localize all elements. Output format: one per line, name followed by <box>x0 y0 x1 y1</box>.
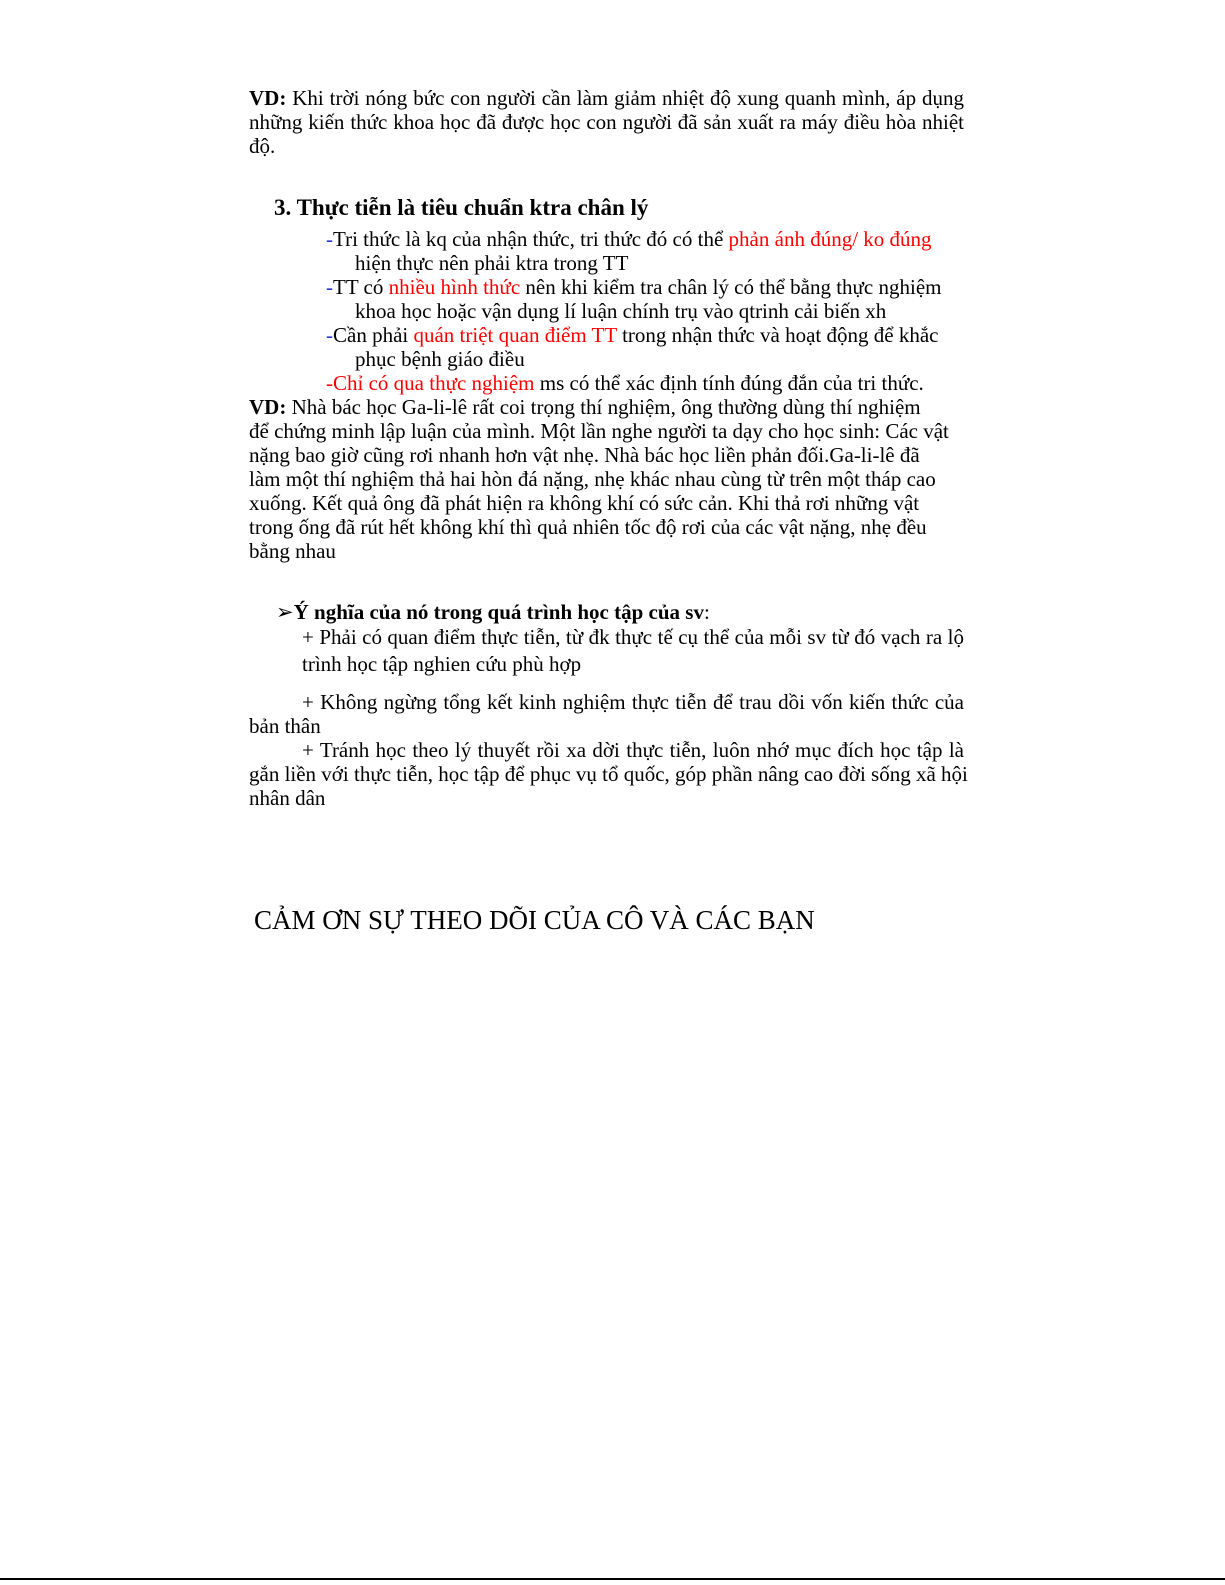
galileo-example-line-4: làm một thí nghiệm thả hai hòn đá nặng, nhẹ khác nhau cùng từ trên một tháp cao <box>249 467 936 491</box>
significance-point-1-line-1: + Phải có quan điểm thực tiễn, từ đk thực tế cụ thể của mỗi sv từ đó vạch ra lộ <box>302 625 964 649</box>
bullet-item-3-cont: phục bệnh giáo điều <box>355 347 525 371</box>
galileo-example-line-6: trong ống đã rút hết không khí thì quả nhiên tốc độ rơi của các vật nặng, nhẹ đều <box>249 515 927 539</box>
page-bottom-border <box>0 1578 1225 1580</box>
section-heading: 3. Thực tiễn là tiêu chuẩn ktra chân lý <box>274 195 649 220</box>
galileo-example-line-1: VD: Nhà bác học Ga-li-lê rất coi trọng thí nghiệm, ông thường dùng thí nghiệm <box>249 395 921 419</box>
bullet-item-2-cont: khoa học hoặc vận dụng lí luận chính trụ vào qtrinh cải biến xh <box>355 299 887 323</box>
bullet-item-4: -Chỉ có qua thực nghiệm ms có thể xác định tính đúng đắn của tri thức. <box>326 371 924 395</box>
example-label: VD: <box>249 86 287 110</box>
intro-example-line-1: VD: Khi trời nóng bức con người cần làm giảm nhiệt độ xung quanh mình, áp dụng <box>249 86 964 110</box>
significance-point-2-line-1: + Không ngừng tổng kết kinh nghiệm thực tiễn để trau dồi vốn kiến thức của <box>302 690 964 714</box>
bullet-item-1: -Tri thức là kq của nhận thức, tri thức đó có thể phản ánh đúng/ ko đúng <box>326 227 932 251</box>
significance-point-3-line-1: + Tránh học theo lý thuyết rồi xa dời thực tiễn, luôn nhớ mục đích học tập là <box>302 738 964 762</box>
galileo-example-line-5: xuống. Kết quả ông đã phát hiện ra không khí có sức cản. Khi thả rơi những vật <box>249 491 920 515</box>
bullet-item-3: -Cần phải quán triệt quan điểm TT trong nhận thức và hoạt động để khắc <box>326 323 939 347</box>
example-label: VD: <box>249 395 287 419</box>
closing-thanks: CẢM ƠN SỰ THEO DÕI CỦA CÔ VÀ CÁC BẠN <box>254 905 815 935</box>
intro-example-line-2: những kiến thức khoa học đã được học con người đã sản xuất ra máy điều hòa nhiệt <box>249 110 964 134</box>
significance-point-1-line-2: trình học tập nghien cứu phù hợp <box>302 652 582 676</box>
galileo-example-line-3: nặng bao giờ cũng rơi nhanh hơn vật nhẹ. Nhà bác học liền phản đối.Ga-li-lê đã <box>249 443 920 467</box>
significance-point-2-line-2: bản thân <box>249 714 321 738</box>
significance-point-3-line-3: nhân dân <box>249 786 326 810</box>
galileo-example-line-7: bằng nhau <box>249 539 336 563</box>
bullet-item-1-cont: hiện thực nên phải ktra trong TT <box>355 251 629 275</box>
intro-example-line-3: độ. <box>249 134 276 158</box>
bullet-item-2: -TT có nhiều hình thức nên khi kiểm tra chân lý có thể bằng thực nghiệm <box>326 275 942 299</box>
galileo-example-line-2: để chứng minh lập luận của mình. Một lần nghe người ta dạy cho học sinh: Các vật <box>249 419 949 443</box>
arrow-bullet-icon: ➢ <box>276 600 294 624</box>
significance-heading: ➢Ý nghĩa của nó trong quá trình học tập của sv: <box>276 600 710 624</box>
significance-point-3-line-2: gắn liền với thực tiễn, học tập để phục vụ tổ quốc, góp phần nâng cao đời sống xã hội <box>249 762 968 786</box>
